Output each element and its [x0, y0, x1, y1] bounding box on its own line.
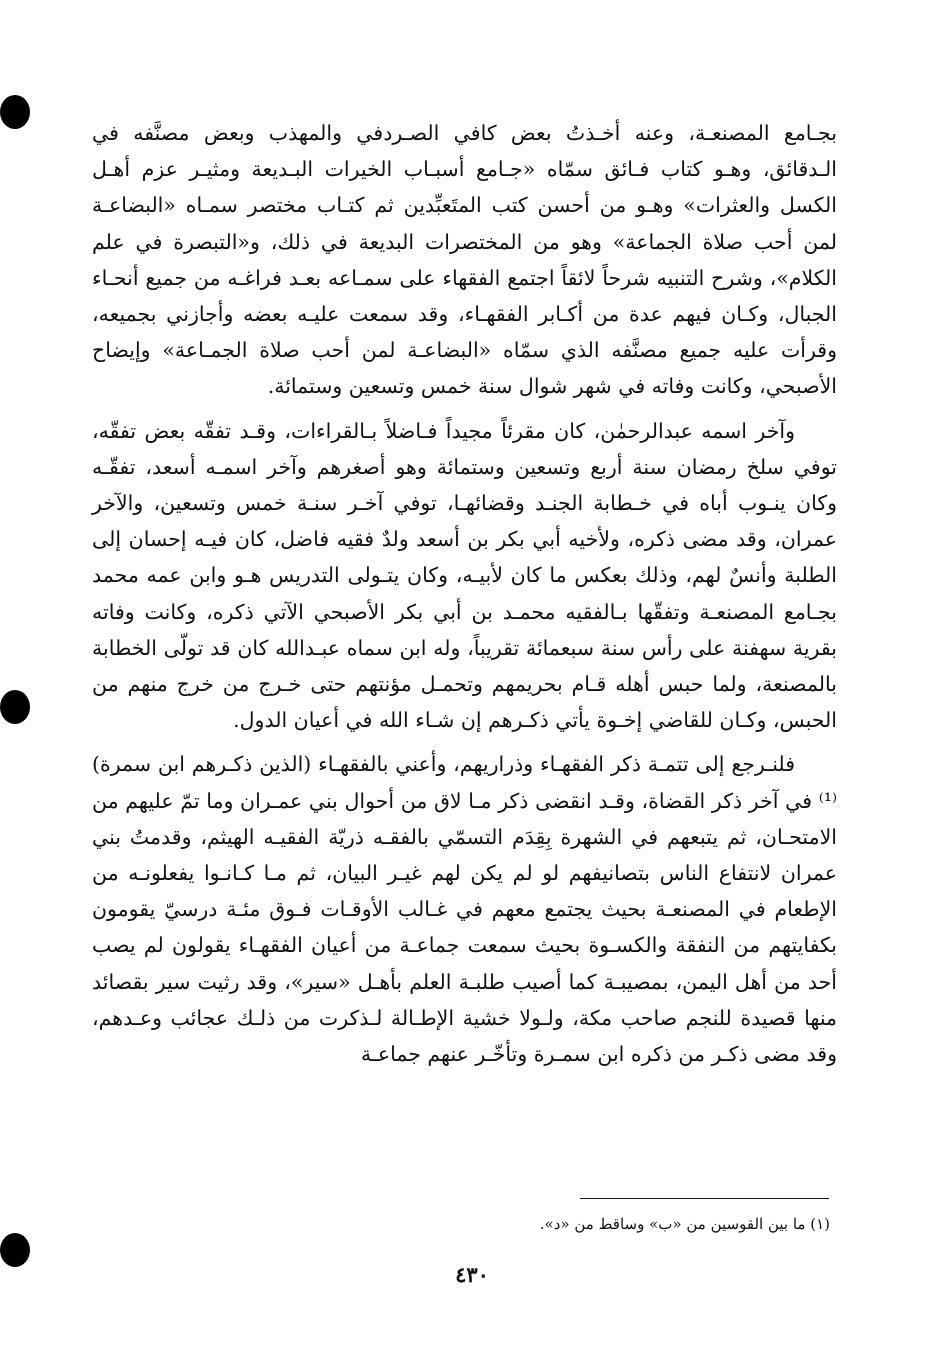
page-number: ٤٣٠ — [455, 1262, 489, 1287]
page-body — [92, 115, 837, 1080]
footnote-separator — [580, 1198, 829, 1199]
paragraph-2: وآخر اسمه عبدالرحمٰن، كان مقرئاً مجيداً فـاضلاً بـالقراءات، وقـد تفقّه بعض تفقّه، توفي سلخ رمضان سنة أربع وتسعين وستمائة وهو أصغرهم وآخر اسمـه أسعد، تفقّـه وكان ينـوب أباه في خـطابة الجنـد وقضائهـا، توفي آخـر سنـة خمس وتسعين، والآخر عمران، وقد مضى ذكره، ولأخيه أبي بكر بن أسعد ولدٌ فقيه فاضل، كان فيـه إحسان إلى الطلبة وأنسٌ لهم، وذلك بعكس ما كان لأبيـه، وكان يتـولى التدريس هـو وابن عمه محمد بجـامع المصنعـة وتفقّها بـالفقيه محمـد بن أبي بكر الأصبحي الآتي ذكره، وكانت وفاته بقرية سهفنة على رأس سنة سبعمائة تقريباً، وله ابن سماه عبـدالله كان قد تولّى الخطابة بالمصنعة، ولما حبس أهله قـام بحريمهم وتحمـل مؤنتهم حتى خـرج من خرج منهم من الحبس، وكـان للقاضي إخـوة يأتي ذكـرهم إن شـاء الله في أعيان الدول. — [92, 418, 837, 733]
footnote: (١) ما بين القوسين من «ب» وساقط من «د». — [539, 1215, 830, 1233]
paragraph-1: بجـامع المصنعـة، وعنه أخـذتُ بعض كافي الصـردفي والمهذب وبعض مصنَّفه في الـدقائق، وهـو كتاب فـائق سمّاه «جـامع أسبـاب الخيرات البـديعة ومثيـر عزم أهـل الكسل والعثرات» وهـو من أحسن كتب المتَعبِّدين ثم كتـاب مختصر سمـاه «البضاعـة لمن أحب صلاة الجماعة» وهو من المختصرات البديعة في ذلك، و«التبصرة في علم الكلام»، وشرح التنبيه شرحاً لائقاً اجتمع الفقهاء على سمـاعه بعـد فراغـه من جميع أنحـاء الجبال، وكـان فيهم عدة من أكـابر الفقهـاء، وقد سمعت عليـه بعضه وأجازني بجميعه، وقرأت عليه جميع مصنَّفه الذي سمّاه «البضاعـة لمن أحب صلاة الجمـاعة» وإيضاح الأصبحي، وكانت وفاته في شهر شوال سنة خمس وتسعين وستمائة. — [92, 121, 837, 399]
binder-hole-middle — [0, 690, 30, 724]
binder-hole-top — [0, 95, 30, 129]
paragraph-3: فلنـرجع إلى تتمـة ذكر الفقهـاء وذراريهم، وأعني بالفقهـاء (الذين ذكـرهم ابن سمرة)⁽¹⁾ في آخر ذكر القضاة، وقـد انقضى ذكر مـا لاق من أحوال بني عمـران وما تمّ عليهم من الامتحـان، ثم يتبعهم في الشهرة بِقِدَم التسمّي بالفقـه ذريّة الفقيـه الهيثم، وقدمتُ بني عمران لانتفاع الناس بتصانيفهم لو لم يكن لهم غيـر البيان، ثم مـا كـانـوا يفعلونـه من الإطعام في المصنعـة بحيث يجتمع معهم في غـالب الأوقـات فـوق مئـة درسيّ يقومون بكفايتهم من النفقة والكسـوة بحيث سمعت جماعـة من أعيان الفقهـاء يقولون لم يصب أحد من أهل اليمن، بمصيبـة كما أصيب طلبـة العلم بأهـل «سير»، وقد رثيت سير بقصائد منها قصيدة للنجم صاحب مكة، ولـولا خشية الإطـالة لـذكرت من ذلـك عجائب وعـدهم، وقد مضى ذكـر من ذكره ابن سمـرة وتأخّـر عنهم جماعـة — [92, 752, 837, 1067]
